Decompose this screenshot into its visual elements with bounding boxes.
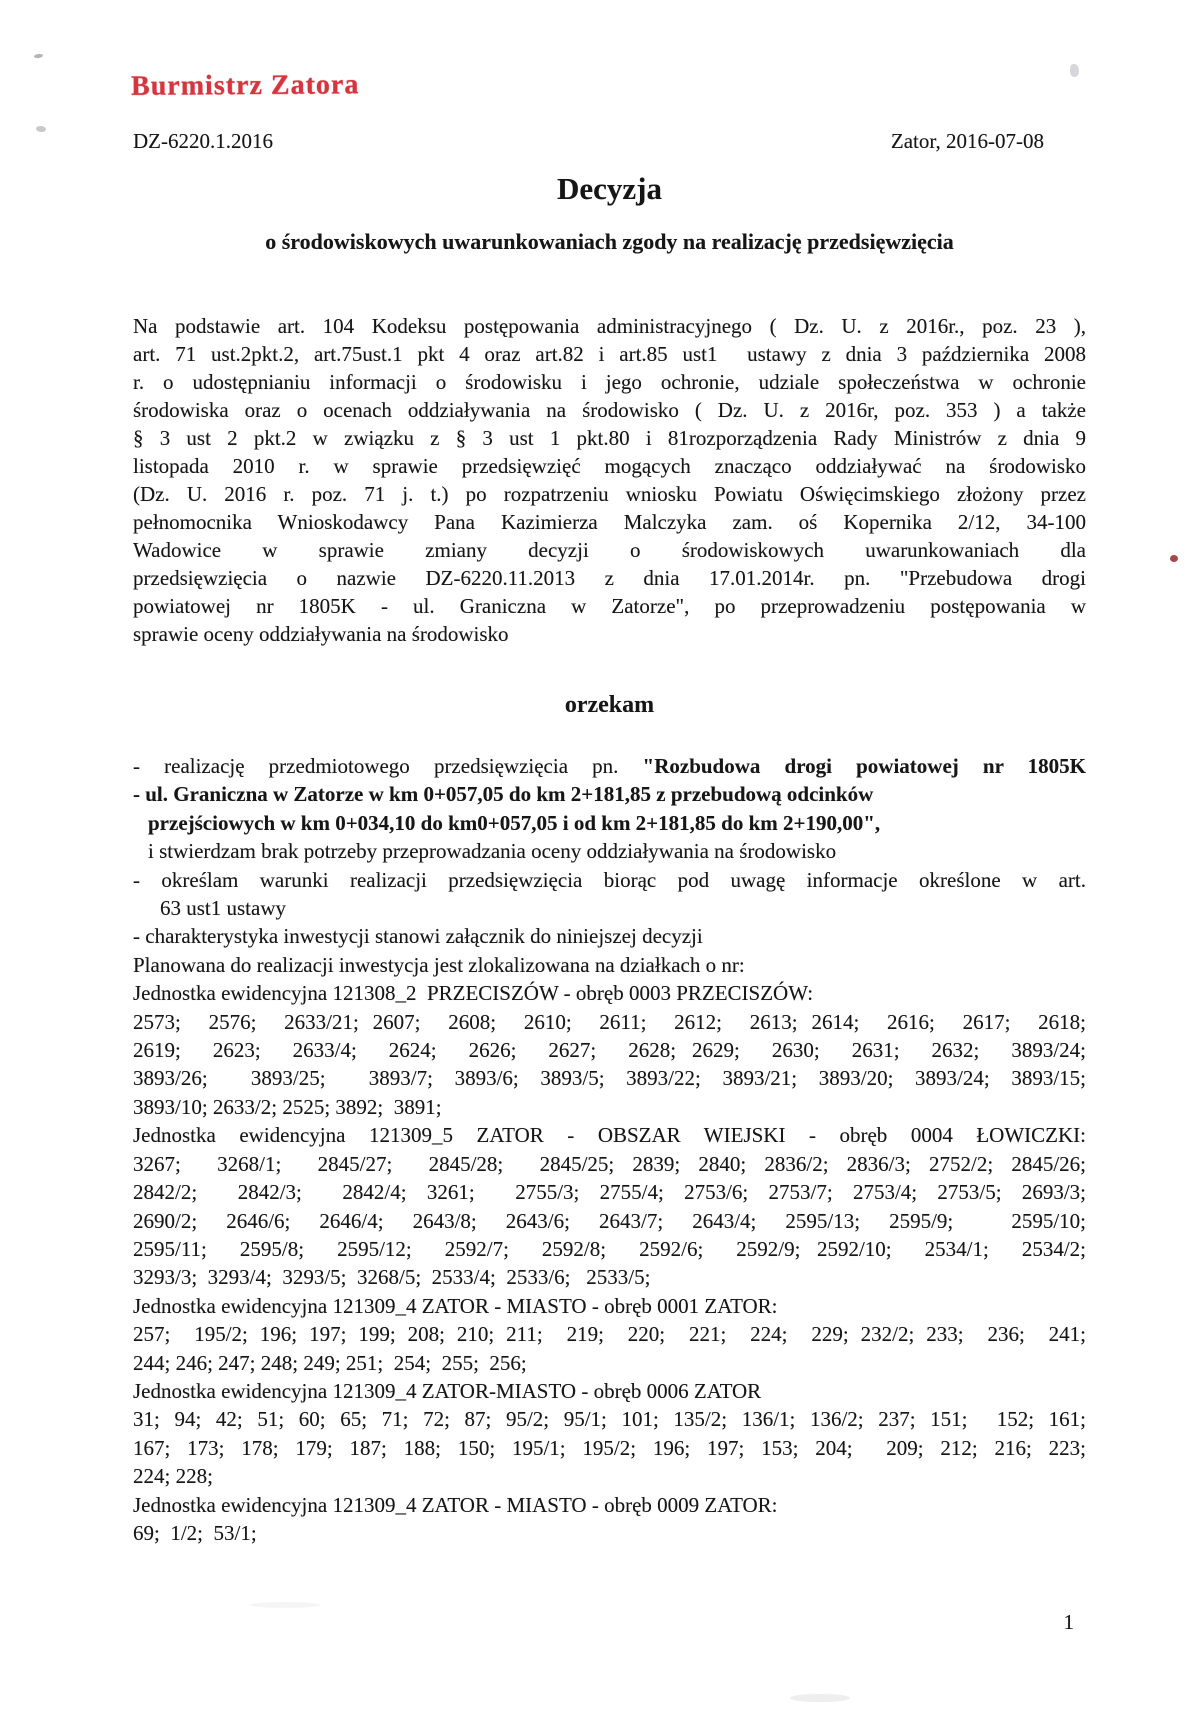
legal-basis-line: art. 71 ust.2pkt.2, art.75ust.1 pkt 4 oraz art.82 i art.85 ust1 ustawy z dnia 3 października 2008 [133, 342, 1086, 366]
parcel-numbers-line: 2595/11; 2595/8; 2595/12; 2592/7; 2592/8; 2592/6; 2592/9; 2592/10; 2534/1; 2534/2; [133, 1236, 1086, 1261]
legal-basis-line: § 3 ust 2 pkt.2 w związku z § 3 ust 1 pkt.80 i 81rozporządzenia Rady Ministrów z dnia 9 [133, 426, 1086, 450]
parcel-numbers-line: 69; 1/2; 53/1; [133, 1520, 257, 1545]
ruling-line-bold-text: "Rozbudowa drogi powiatowej nr 1805K [642, 754, 1086, 778]
parcel-numbers-line: 2690/2; 2646/6; 2646/4; 2643/8; 2643/6; 2643/7; 2643/4; 2595/13; 2595/9; 2595/10; [133, 1208, 1086, 1233]
legal-basis-line: pełnomocnika Wnioskodawcy Pana Kazimierza Malczyka zam. oś Kopernika 2/12, 34-100 [133, 510, 1086, 534]
parcel-numbers-line: 2619; 2623; 2633/4; 2624; 2626; 2627; 2628; 2629; 2630; 2631; 2632; 3893/24; [133, 1038, 1086, 1063]
ruling-line: - określam warunki realizacji przedsięwzięcia biorąc pod uwagę informacje określone w art. [133, 867, 1086, 892]
scan-artifact [790, 1694, 850, 1702]
scan-artifact [1170, 555, 1178, 562]
ruling-line: Jednostka ewidencyjna 121309_5 ZATOR - OBSZAR WIEJSKI - obręb 0004 ŁOWICZKI: [133, 1123, 1086, 1148]
document-subtitle: o środowiskowych uwarunkowaniach zgody na realizację przedsięwzięcia [265, 229, 954, 254]
ruling-line: Jednostka ewidencyjna 121308_2 PRZECISZÓW - obręb 0003 PRZECISZÓW: [133, 981, 814, 1006]
parcel-numbers-line: 3267; 3268/1; 2845/27; 2845/28; 2845/25; 2839; 2840; 2836/2; 2836/3; 2752/2; 2845/26; [133, 1151, 1086, 1176]
parcel-numbers-line: 167; 173; 178; 179; 187; 188; 150; 195/1; 195/2; 196; 197; 153; 204; 209; 212; 216; 223; [133, 1435, 1086, 1460]
scan-artifact [34, 53, 43, 58]
legal-basis-line: (Dz. U. 2016 r. poz. 71 j. t.) po rozpatrzeniu wniosku Powiatu Oświęcimskiego złożony przez [133, 482, 1086, 506]
legal-basis-line: przedsięwzięcia o nazwie DZ-6220.11.2013 z dnia 17.01.2014r. pn. "Przebudowa drogi [133, 566, 1086, 590]
official-stamp: Burmistrz Zatora [130, 69, 360, 102]
ruling-line: i stwierdzam brak potrzeby przeprowadzania oceny oddziaływania na środowisko [148, 839, 837, 864]
parcel-numbers-line: 31; 94; 42; 51; 60; 65; 71; 72; 87; 95/2; 95/1; 101; 135/2; 136/1; 136/2; 237; 151; 152; 161; [133, 1407, 1086, 1432]
ruling-line: przejściowych w km 0+034,10 do km0+057,05 i od km 2+181,85 do km 2+190,00", [148, 810, 881, 835]
scan-artifact [36, 125, 47, 132]
legal-basis-line: środowiska oraz o ocenach oddziaływania na środowisko ( Dz. U. z 2016r, poz. 353 ) a także [133, 398, 1086, 422]
ruling-line: 63 ust1 ustawy [160, 896, 286, 921]
ruling-heading: orzekam [564, 692, 655, 718]
parcel-numbers-line: 244; 246; 247; 248; 249; 251; 254; 255; 256; [133, 1350, 527, 1375]
ruling-line: Jednostka ewidencyjna 121309_4 ZATOR - MIASTO - obręb 0001 ZATOR: [133, 1293, 778, 1318]
ruling-line: Jednostka ewidencyjna 121309_4 ZATOR-MIASTO - obręb 0006 ZATOR [133, 1378, 762, 1403]
legal-basis-line: Na podstawie art. 104 Kodeksu postępowania administracyjnego ( Dz. U. z 2016r., poz. 23 ), [133, 314, 1086, 338]
page-number: 1 [1063, 1610, 1074, 1634]
parcel-numbers-line: 224; 228; [133, 1464, 213, 1489]
header-row [133, 129, 1086, 154]
scan-artifact [1070, 64, 1079, 77]
legal-basis-line: r. o udostępnianiu informacji o środowisku i jego ochronie, udziale społeczeństwa w ochronie [133, 370, 1086, 394]
ruling-line: Jednostka ewidencyjna 121309_4 ZATOR - MIASTO - obręb 0009 ZATOR: [133, 1492, 778, 1517]
ruling-section [133, 752, 1086, 1547]
legal-basis-line: Wadowice w sprawie zmiany decyzji o środowiskowych uwarunkowaniach dla [133, 538, 1086, 562]
ruling-line-text: - realizację przedmiotowego przedsięwzięcia pn. [133, 754, 643, 778]
parcel-numbers-line: 3293/3; 3293/4; 3293/5; 3268/5; 2533/4; 2533/6; 2533/5; [133, 1265, 651, 1290]
ruling-line [133, 752, 1086, 780]
place-date: Zator, 2016-07-08 [890, 129, 1044, 153]
scan-artifact [250, 1602, 320, 1608]
ruling-line: - charakterystyka inwestycji stanowi załącznik do niniejszej decyzji [133, 924, 703, 949]
parcel-numbers-line: 3893/26; 3893/25; 3893/7; 3893/6; 3893/5; 3893/22; 3893/21; 3893/20; 3893/24; 3893/15; [133, 1066, 1086, 1091]
legal-basis-line: powiatowej nr 1805K - ul. Graniczna w Zatorze", po przeprowadzeniu postępowania w [133, 594, 1086, 618]
ruling-line: - ul. Graniczna w Zatorze w km 0+057,05 do km 2+181,85 z przebudową odcinków [133, 782, 874, 807]
case-number: DZ-6220.1.2016 [133, 129, 273, 153]
ruling-line: Planowana do realizacji inwestycja jest zlokalizowana na działkach o nr: [133, 952, 745, 977]
parcel-numbers-line: 257; 195/2; 196; 197; 199; 208; 210; 211; 219; 220; 221; 224; 229; 232/2; 233; 236; 241; [133, 1322, 1086, 1347]
legal-basis-paragraph [133, 312, 1086, 648]
parcel-numbers-line: 2573; 2576; 2633/21; 2607; 2608; 2610; 2611; 2612; 2613; 2614; 2616; 2617; 2618; [133, 1009, 1086, 1034]
legal-basis-line: listopada 2010 r. w sprawie przedsięwzięć mogących znacząco oddziaływać na środowisko [133, 454, 1086, 478]
legal-basis-line: sprawie oceny oddziaływania na środowisko [133, 622, 509, 646]
parcel-numbers-line: 3893/10; 2633/2; 2525; 3892; 3891; [133, 1094, 442, 1119]
document-title: Decyzja [557, 171, 662, 206]
parcel-numbers-line: 2842/2; 2842/3; 2842/4; 3261; 2755/3; 2755/4; 2753/6; 2753/7; 2753/4; 2753/5; 2693/3; [133, 1180, 1086, 1205]
